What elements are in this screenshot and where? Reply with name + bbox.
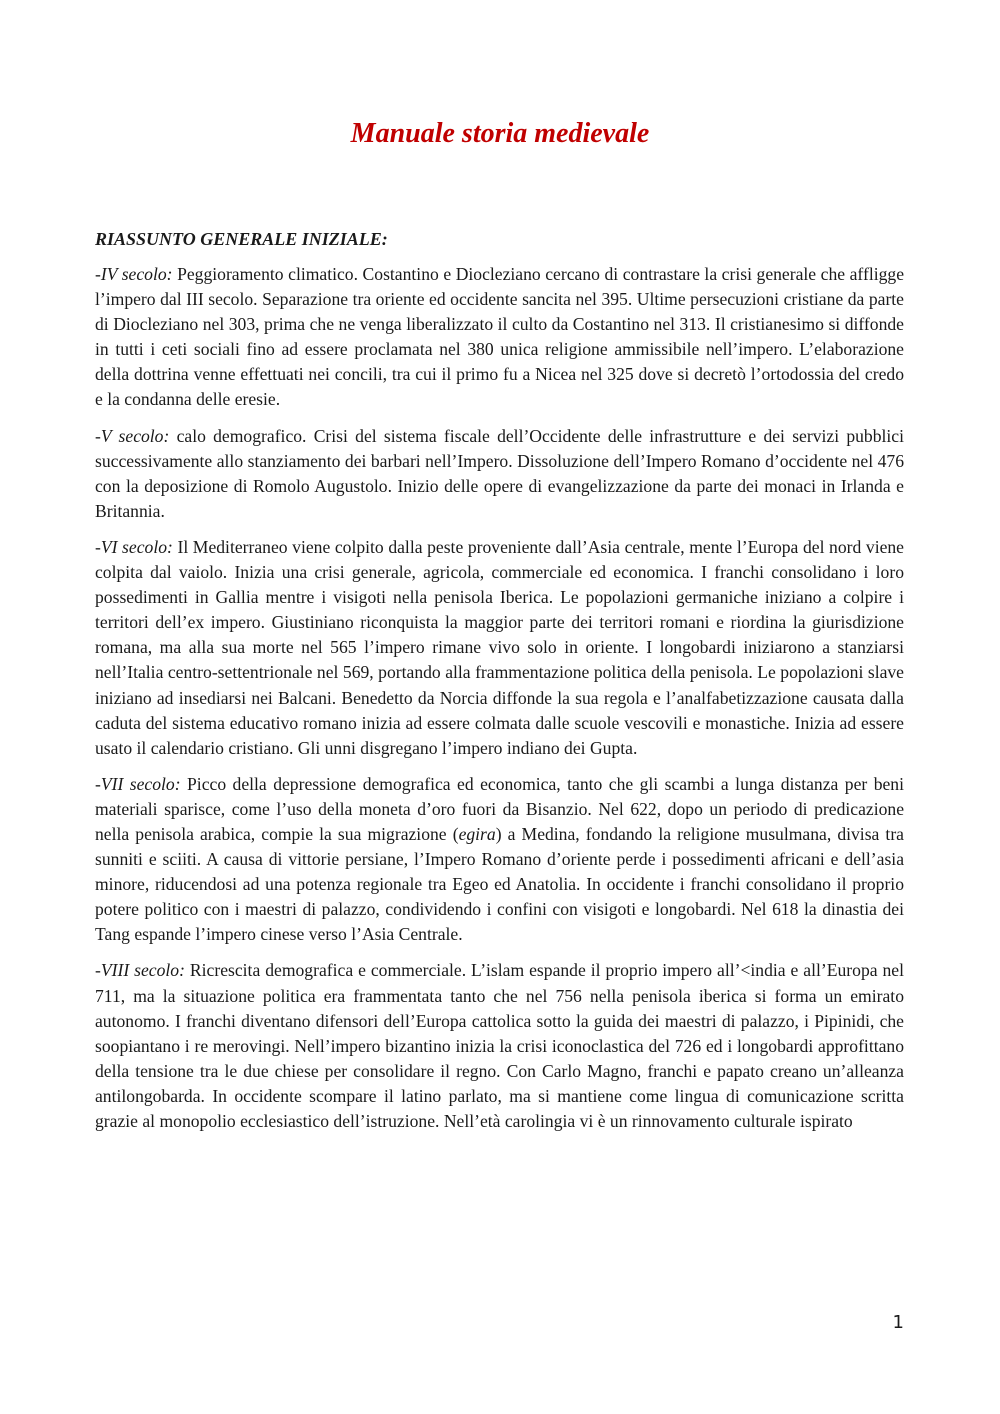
document-body (95, 228, 904, 1145)
century-label: -VI secolo: (95, 536, 173, 557)
document-title: Manuale storia medievale (350, 118, 650, 149)
paragraph-text: ) a Medina, fondando la religione musulmana, divisa tra sunniti e sciiti. A causa di vittorie persiane, l’Impero Romano d’oriente perde i possedimenti africani e dell’asia minore, riducendosi ad una potenza regionale tra Egeo ed Anatolia. In occidente i franchi consolidano il proprio potere politico con i maestri di palazzo, condividendo i confini con visigoti e longobardi. Nel 618 la dinastia dei Tang espande l’impero cinese verso l’Asia Centrale. (95, 823, 904, 945)
paragraph-vii-secolo (95, 772, 904, 948)
paragraph-viii-secolo (95, 958, 904, 1134)
century-label: -V secolo: (95, 425, 170, 446)
paragraph-v-secolo (95, 424, 904, 524)
paragraph-iv-secolo (95, 262, 904, 413)
section-heading: RIASSUNTO GENERALE INIZIALE: (95, 229, 388, 249)
paragraph-text: Peggioramento climatico. Costantino e Diocleziano cercano di contrastare la crisi generale che affligge l’impero dal III secolo. Separazione tra oriente ed occidente sancita nel 395. Ultime persecuzioni cristiane da parte di Diocleziano nel 303, prima che ne venga liberalizzato il culto da Costantino nel 313. Il cristianesimo si diffonde in tutti i ceti sociali fino ad essere proclamata nel 380 unica religione ammissibile nell’impero. L’elaborazione della dottrina venne effettuati nei concili, tra cui il primo fu a Nicea nel 325 dove si decretò l’ortodossia del credo e la condanna delle eresie. (95, 264, 905, 410)
century-label: -VIII secolo: (95, 960, 185, 981)
paragraph-vi-secolo (95, 535, 904, 761)
paragraph-text: Il Mediterraneo viene colpito dalla peste proveniente dall’Asia centrale, mente l’Europa del nord viene colpita dal vaiolo. Inizia una crisi generale, agricola, commerciale ed economica. I franchi consolidano i loro possedimenti in Gallia mentre i visigoti nella penisola Iberica. Le popolazioni germaniche iniziano a colpire i territori dell’ex impero. Giustiniano riconquista la maggior parte dei territori romani e riordina la giurisdizione romana, ma alla sua morte nel 565 l’impero rimane vivo solo in oriente. I longobardi iniziarono a stanziarsi nell’Italia centro-settentrionale nel 569, portando alla frammentazione politica della penisola. Le popolazioni slave iniziano ad insediarsi nei Balcani. Benedetto da Norcia diffonde la sua regola e l’analfabetizzazione causata dalla caduta del sistema educativo romano inizia ad essere colmata dalle scuole vescovili e monastiche. Inizia ad essere usato il calendario cristiano. Gli unni disgregano l’impero indiano dei Gupta. (95, 536, 904, 758)
century-label: -VII secolo: (95, 773, 181, 794)
paragraph-text: calo demografico. Crisi del sistema fiscale dell’Occidente delle infrastrutture e dei servizi pubblici successivamente allo stanziamento dei barbari nell’Impero. Dissoluzione dell’Impero Romano d’occidente nel 476 con la deposizione di Romolo Augustolo. Inizio delle opere di evangelizzazione da parte dei monaci in Irlanda e Britannia. (95, 425, 904, 521)
emphasis-term: egira (458, 823, 496, 844)
page-number: 1 (892, 1312, 904, 1333)
paragraph-text: Ricrescita demografica e commerciale. L’islam espande il proprio impero all’<india e all’Europa nel 711, ma la situazione politica era frammentata tanto che nel 756 nella penisola iberica si forma un emirato autonomo. I franchi diventano difensori dell’Europa cattolica sotto la guida dei maestri di palazzo, i Pipinidi, che soopiantano i re merovingi. Nell’impero bizantino inizia la crisi iconoclastica del 726 ed i longobardi approfittano della tensione tra le due chiese per consolidare il regno. Con Carlo Magno, franchi e papato creano un’alleanza antilongobarda. In occidente scompare il latino parlato, ma si mantiene come lingua di comunicazione scritta grazie al monopolio ecclesiastico dell’istruzione. Nell’età carolingia vi è un rinnovamento culturale ispirato (95, 960, 905, 1131)
paragraph-text: Picco della depressione demografica ed economica, tanto che gli scambi a lunga distanza per beni materiali sparisce, come l’uso della moneta d’oro fuori da Bisanzio. Nel 622, dopo un periodo di predicazione nella penisola arabica, compie la sua migrazione ( (95, 773, 904, 844)
century-label: -IV secolo: (95, 264, 173, 284)
